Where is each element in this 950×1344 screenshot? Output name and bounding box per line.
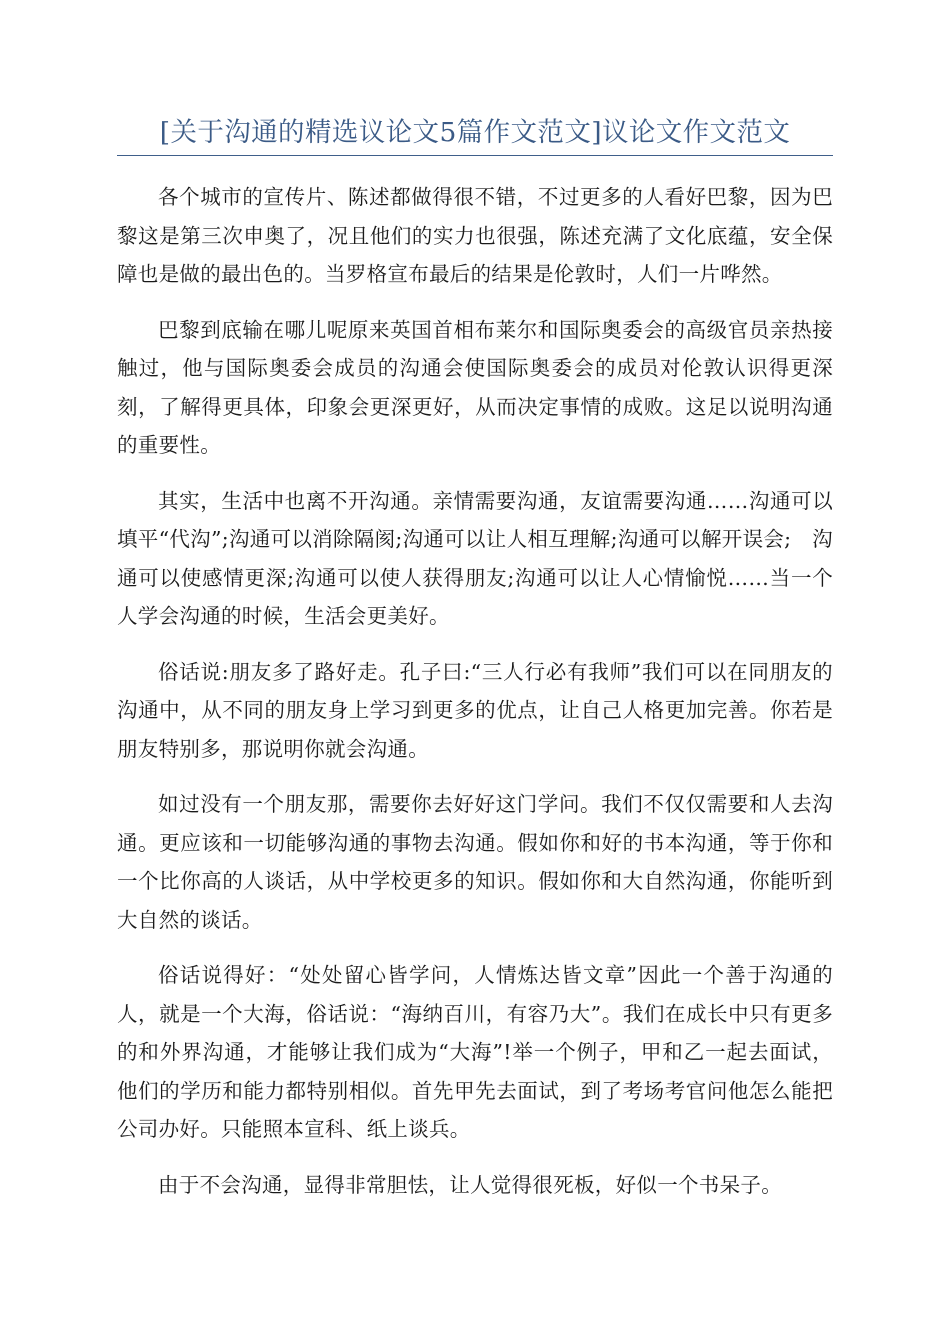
paragraph-6: 俗话说得好：“处处留心皆学问，人情炼达皆文章”因此一个善于沟通的人，就是一个大海，俗话说：“海纳百川，有容乃大”。我们在成长中只有更多的和外界沟通，才能够让我们成为“大海”!举一个例子，甲和乙一起去面试，他们的学历和能力都特别相似。首先甲先去面试，到了考场考官问他怎么能把公司办好。只能照本宣科、纸上谈兵。 [117, 963, 833, 1141]
paragraph-5: 如过没有一个朋友那，需要你去好好这门学问。我们不仅仅需要和人去沟通。更应该和一切能够沟通的事物去沟通。假如你和好的书本沟通，等于你和一个比你高的人谈话，从中学校更多的知识。假如你和大自然沟通，你能听到大自然的谈话。 [117, 792, 833, 932]
document-body [117, 178, 833, 1204]
paragraph-7: 由于不会沟通，显得非常胆怯，让人觉得很死板，好似一个书呆子。 [158, 1172, 782, 1197]
paragraph-3: 其实，生活中也离不开沟通。亲情需要沟通，友谊需要沟通……沟通可以填平“代沟”;沟通可以消除隔阂;沟通可以让人相互理解;沟通可以解开误会; 沟通可以使感情更深;沟通可以使人获得朋友;沟通可以让人心情愉悦……当一个人学会沟通的时候，生活会更美好。 [117, 488, 833, 628]
paragraph-1: 各个城市的宣传片、陈述都做得很不错，不过更多的人看好巴黎，因为巴黎这是第三次申奥了，况且他们的实力也很强，陈述充满了文化底蕴，安全保障也是做的最出色的。当罗格宣布最后的结果是伦敦时，人们一片哗然。 [117, 185, 833, 286]
paragraph-2: 巴黎到底输在哪儿呢原来英国首相布莱尔和国际奥委会的高级官员亲热接触过，他与国际奥委会成员的沟通会使国际奥委会的成员对伦敦认识得更深刻，了解得更具体，印象会更深更好，从而决定事情的成败。这足以说明沟通的重要性。 [117, 317, 833, 457]
document-title: [关于沟通的精选议论文5篇作文范文]议论文作文范文 [117, 115, 833, 156]
paragraph-4: 俗话说:朋友多了路好走。孔子曰:“三人行必有我师”我们可以在同朋友的沟通中，从不同的朋友身上学习到更多的优点，让自己人格更加完善。你若是朋友特别多，那说明你就会沟通。 [117, 659, 833, 761]
document-page [117, 0, 833, 1221]
